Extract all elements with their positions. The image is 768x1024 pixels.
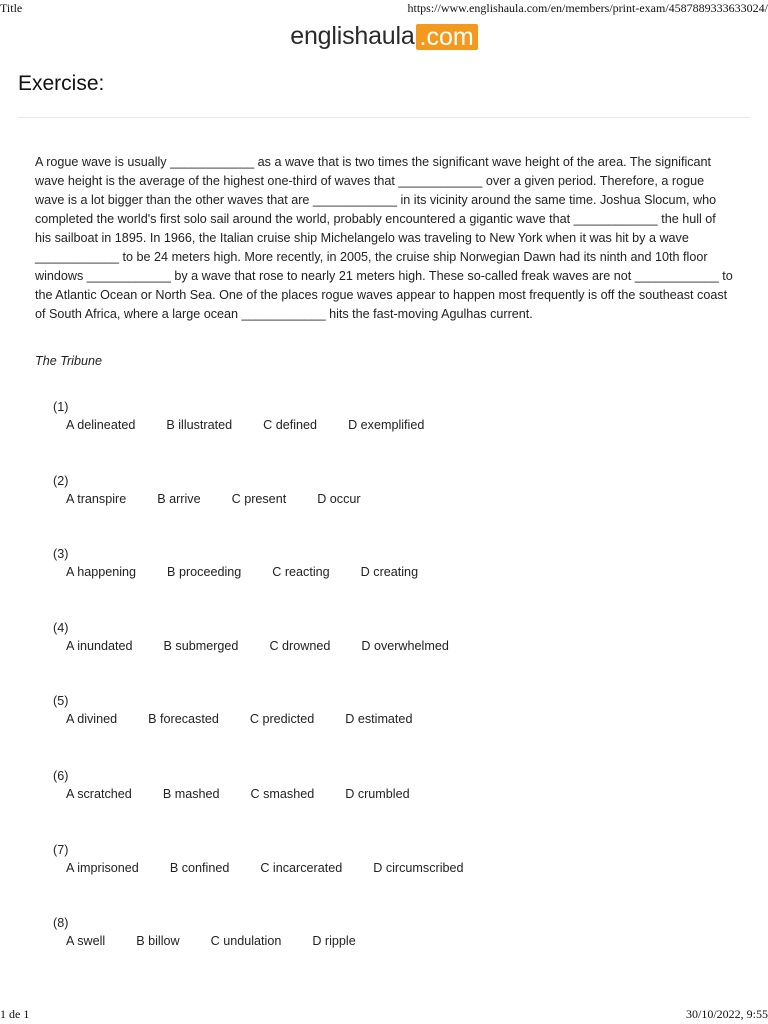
print-footer [0, 1008, 768, 1024]
question-number: (3) [53, 547, 69, 561]
option-c: C undulation [210, 934, 282, 948]
print-page-url: https://www.englishaula.com/en/members/print-exam/4587889333633024/ [407, 1, 768, 15]
question-7 [53, 843, 495, 875]
option-d: D creating [360, 565, 419, 579]
reading-passage: A rogue wave is usually ____________ as a wave that is two times the significant wave height of the area. The significant wave height is the average of the highest one-third of waves that ____________ over a given period. Therefore, a rogue wave is a lot bigger than the other waves that are ____________ in its vicinity around the same time. Joshua Slocum, who completed the world's first solo sail around the world, probably encountered a gigantic wave that ____________ the hull of his sailboat in 1895. In 1966, the Italian cruise ship Michelangelo was traveling to New York when it was hit by a wave ____________ to be 24 meters high. More recently, in 2005, the cruise ship Norwegian Dawn had its ninth and 10th floor windows ____________ by a wave that rose to nearly 21 meters high. These so-called freak waves are not ____________ to the Atlantic Ocean or North Sea. One of the places rogue waves appear to happen most frequently is off the southeast coast of South Africa, where a large ocean ____________ hits the fast-moving Agulhas current. [35, 155, 733, 321]
question-1 [53, 400, 455, 432]
question-options [66, 492, 392, 506]
passage-source: The Tribune [35, 354, 102, 368]
option-b: B confined [169, 861, 230, 875]
logo-suffix: .com [416, 24, 478, 50]
option-a: A delineated [66, 418, 136, 432]
option-d: D occur [317, 492, 361, 506]
option-b: B proceeding [167, 565, 242, 579]
question-options [66, 787, 441, 801]
question-options [66, 639, 480, 653]
question-number: (5) [53, 694, 69, 708]
option-c: C smashed [250, 787, 315, 801]
option-b: B forecasted [148, 712, 219, 726]
option-a: A happening [66, 565, 137, 579]
page-count: 1 de 1 [0, 1007, 30, 1021]
question-options [66, 418, 455, 432]
site-logo [0, 22, 768, 54]
option-c: C incarcerated [260, 861, 343, 875]
question-4 [53, 621, 480, 653]
question-8 [53, 916, 387, 948]
option-c: C reacting [272, 565, 330, 579]
question-3 [53, 547, 449, 579]
option-d: D ripple [312, 934, 356, 948]
option-b: B submerged [163, 639, 239, 653]
question-number: (4) [53, 621, 69, 635]
question-options [66, 934, 387, 948]
option-d: D estimated [345, 712, 413, 726]
question-number: (2) [53, 474, 69, 488]
option-c: C defined [263, 418, 318, 432]
option-a: A transpire [66, 492, 127, 506]
question-options [66, 861, 495, 875]
option-d: D exemplified [348, 418, 425, 432]
question-options [66, 712, 443, 726]
print-page-title: Title [0, 1, 23, 15]
option-b: B billow [136, 934, 180, 948]
option-c: C drowned [269, 639, 331, 653]
option-a: A scratched [66, 787, 132, 801]
print-datetime: 30/10/2022, 9:55 [685, 1007, 768, 1021]
option-d: D overwhelmed [361, 639, 449, 653]
option-d: D crumbled [345, 787, 410, 801]
option-a: A imprisoned [66, 861, 139, 875]
logo-wordmark: englishaula [290, 22, 415, 50]
option-a: A swell [66, 934, 106, 948]
option-d: D circumscribed [373, 861, 464, 875]
option-a: A divined [66, 712, 118, 726]
exercise-title: Exercise: [18, 72, 105, 95]
question-2 [53, 474, 392, 506]
question-number: (7) [53, 843, 69, 857]
option-c: C present [231, 492, 287, 506]
option-b: B illustrated [166, 418, 233, 432]
question-options [66, 565, 449, 579]
option-c: C predicted [249, 712, 315, 726]
option-b: B mashed [162, 787, 220, 801]
option-a: A inundated [66, 639, 133, 653]
question-5 [53, 694, 443, 726]
question-number: (8) [53, 916, 69, 930]
question-number: (6) [53, 769, 69, 783]
question-number: (1) [53, 400, 69, 414]
option-b: B arrive [157, 492, 201, 506]
question-6 [53, 769, 441, 801]
print-header [0, 0, 768, 16]
title-divider [18, 117, 750, 118]
